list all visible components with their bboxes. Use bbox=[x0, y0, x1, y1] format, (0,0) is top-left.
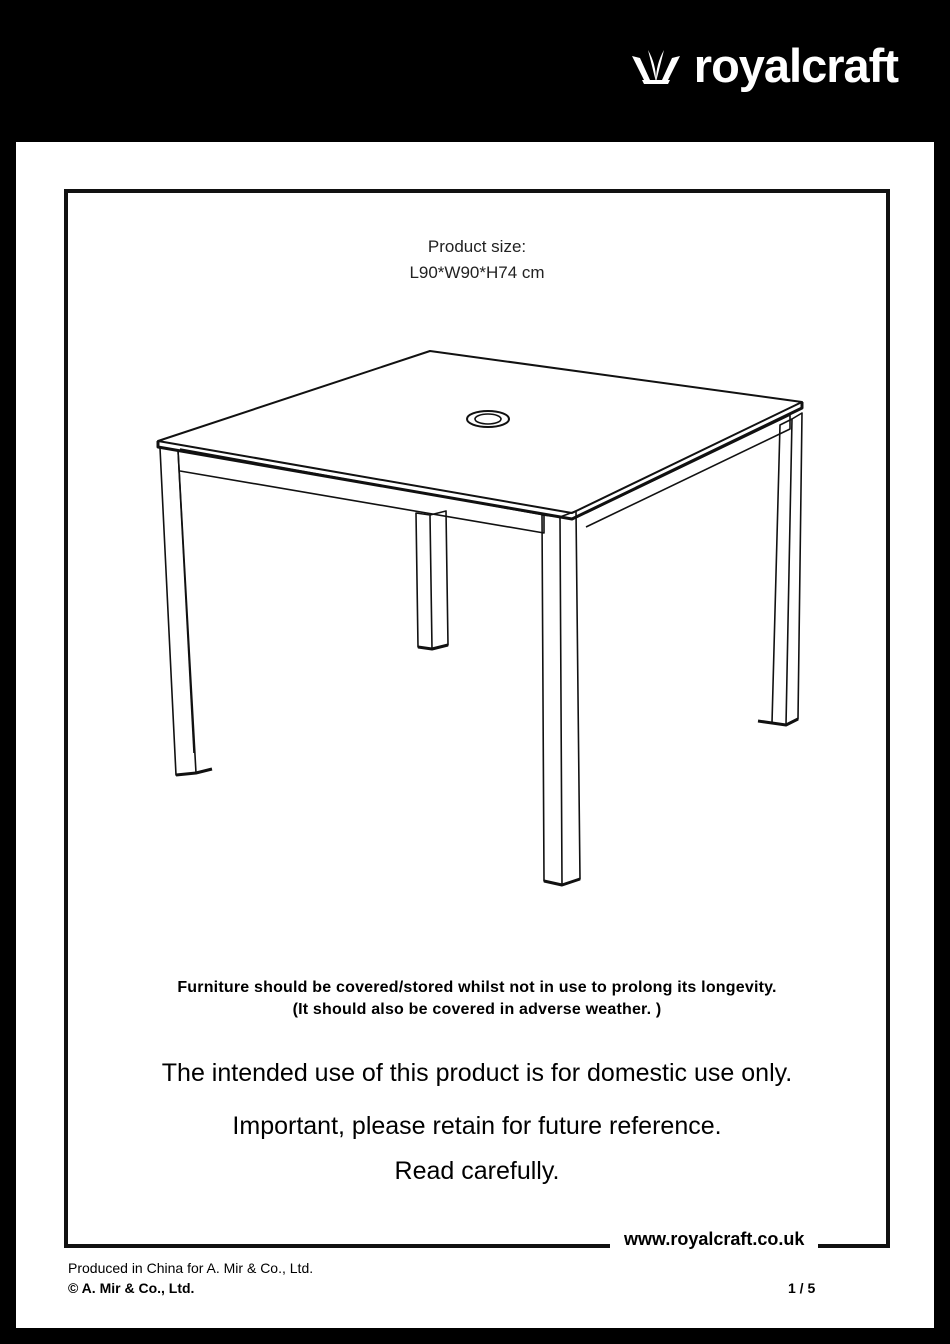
header-bar bbox=[0, 0, 950, 142]
brand bbox=[630, 39, 898, 92]
product-size-value: L90*W90*H74 cm bbox=[409, 263, 545, 282]
page-number: 1 / 5 bbox=[788, 1280, 816, 1296]
read-text: Read carefully. bbox=[394, 1157, 560, 1185]
copyright-text: © A. Mir & Co., Ltd. bbox=[68, 1280, 195, 1296]
crown-icon bbox=[630, 46, 682, 86]
table-drawing bbox=[68, 193, 886, 953]
care-line-2: (It should also be covered in adverse weather. ) bbox=[292, 1001, 662, 1018]
intended-use-text: The intended use of this product is for domestic use only. bbox=[161, 1059, 793, 1087]
website-link[interactable]: www.royalcraft.co.uk bbox=[610, 1228, 818, 1250]
product-size-label: Product size: bbox=[427, 237, 527, 256]
care-line-1: Furniture should be covered/stored whilst not in use to prolong its longevity. bbox=[177, 979, 777, 996]
page-sheet bbox=[16, 142, 934, 1328]
brand-name: royalcraft bbox=[693, 39, 898, 92]
content-frame bbox=[64, 189, 890, 1248]
retain-text: Important, please retain for future reference. bbox=[232, 1112, 722, 1140]
produced-text: Produced in China for A. Mir & Co., Ltd. bbox=[68, 1260, 314, 1276]
